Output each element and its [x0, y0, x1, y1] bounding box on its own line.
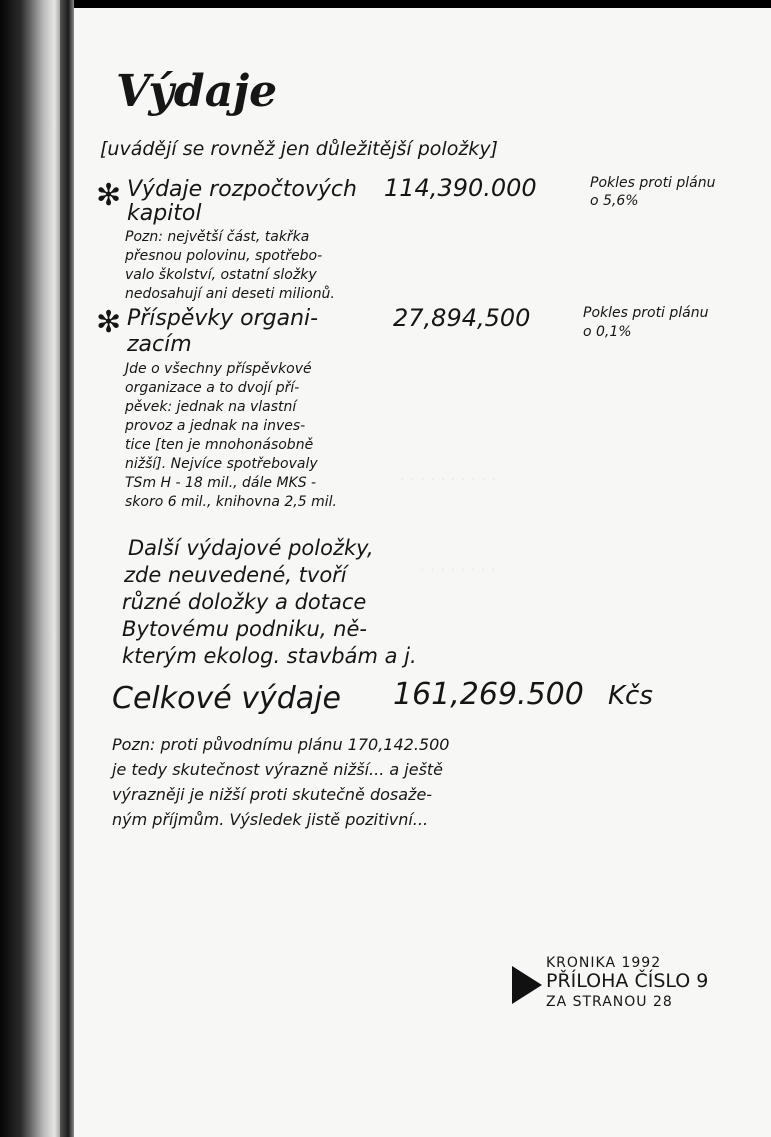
item-2-label-line2: zacím: [127, 332, 192, 357]
item-1-detail-line: nedosahují ani deseti milionů.: [125, 286, 335, 302]
item-2-detail-line: skoro 6 mil., knihovna 2,5 mil.: [125, 494, 337, 510]
appendix-number: PŘÍLOHA ČÍSLO 9: [546, 970, 709, 992]
item-1-detail-line: přesnou polovinu, spotřebo-: [125, 248, 323, 264]
page-title: Výdaje: [116, 66, 278, 117]
asterisk-icon: ✻: [96, 178, 122, 213]
scan-top-edge: [70, 0, 771, 8]
item-2-detail-line: tice [ten je mnohonásobně: [125, 437, 314, 453]
item-1-amount: 114,390.000: [384, 174, 537, 202]
total-unit: Kčs: [608, 681, 653, 711]
appendix-page-ref: ZA STRANOU 28: [546, 994, 673, 1010]
item-2-side-note-line1: Pokles proti plánu: [583, 305, 709, 321]
other-items-line: zde neuvedené, tvoří: [124, 563, 347, 587]
total-amount: 161,269.500: [393, 677, 584, 712]
appendix-label: [546, 956, 708, 1009]
appendix-chronicle-year: KRONIKA 1992: [546, 955, 662, 971]
gutter-shadow: [60, 0, 74, 1137]
pointer-arrow-icon: [512, 966, 542, 1004]
item-1-detail-line: Pozn: největší část, takřka: [125, 229, 310, 245]
item-2-label-line1: Příspěvky organi-: [127, 306, 319, 331]
item-2-detail-line: TSm H - 18 mil., dále MKS -: [125, 475, 317, 491]
intro-note: [uvádějí se rovněž jen důležitější položky]: [100, 138, 498, 160]
other-items-line: kterým ekolog. stavbám a j.: [122, 644, 417, 668]
item-1-side-note-line1: Pokles proti plánu: [590, 175, 716, 191]
bleed-through-text: · · · · · · · ·: [420, 560, 497, 579]
item-2-detail-line: nižší]. Nejvíce spotřebovaly: [125, 456, 318, 472]
other-items-line: Bytovému podniku, ně-: [122, 617, 367, 641]
item-1-side-note-line2: o 5,6%: [590, 193, 639, 209]
item-2-detail-line: organizace a to dvojí pří-: [125, 380, 300, 396]
bleed-through-text: · · · · · · · · · ·: [400, 470, 497, 489]
item-2-detail-line: Jde o všechny příspěvkové: [125, 361, 312, 377]
item-1-detail-line: valo školství, ostatní složky: [125, 267, 317, 283]
item-2-detail-line: pěvek: jednak na vlastní: [125, 399, 297, 415]
item-1-label-line1: Výdaje rozpočtových: [127, 177, 357, 202]
total-note-line: Pozn: proti původnímu plánu 170,142.500: [112, 735, 450, 754]
total-label: Celkové výdaje: [112, 681, 341, 716]
total-note-line: ným příjmům. Výsledek jistě pozitivní...: [112, 810, 429, 829]
other-items-line: Další výdajové položky,: [128, 536, 374, 560]
other-items-line: různé doložky a dotace: [122, 590, 367, 614]
item-2-side-note-line2: o 0,1%: [583, 324, 632, 340]
item-1-label-line2: kapitol: [127, 201, 202, 226]
item-2-amount: 27,894,500: [393, 304, 531, 332]
asterisk-icon: ✻: [96, 305, 122, 340]
item-2-detail-line: provoz a jednak na inves-: [125, 418, 306, 434]
total-note-line: je tedy skutečnost výrazně nižší... a ještě: [112, 760, 444, 779]
total-note-line: výrazněji je nižší proti skutečně dosaže-: [112, 785, 433, 804]
